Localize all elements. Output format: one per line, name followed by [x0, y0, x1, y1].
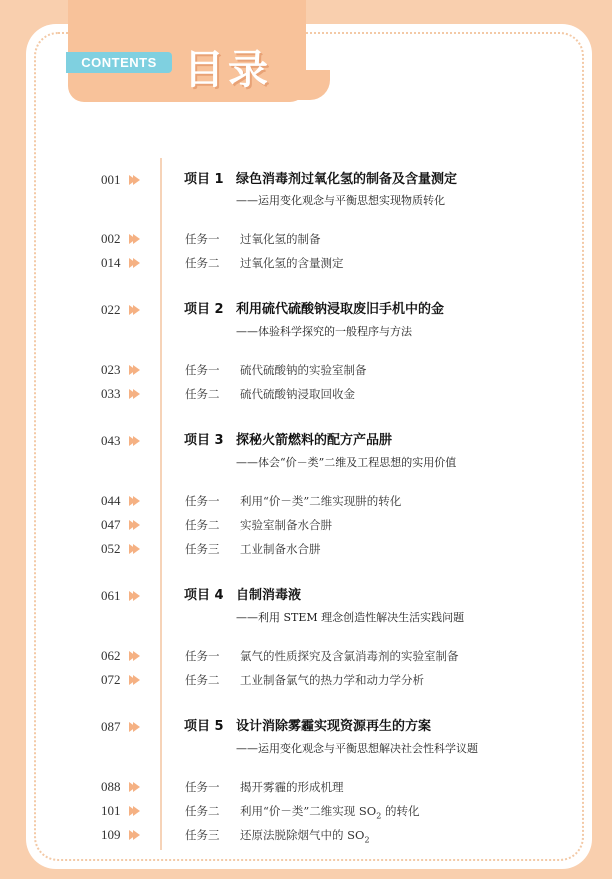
arrow-icon: [129, 520, 136, 530]
task-title: 揭开雾霾的形成机理: [240, 780, 344, 794]
task-title: 过氧化氢的含量测定: [240, 256, 344, 270]
page-number: 033: [101, 386, 121, 401]
arrow-icon: [129, 675, 136, 685]
task-title: 硫代硫酸钠的实验室制备: [240, 363, 367, 377]
page-number: 072: [101, 672, 121, 687]
task-label: 任务三: [185, 542, 220, 556]
task-title: 工业制备水合肼: [240, 542, 321, 556]
project-label: 项目 3: [184, 433, 224, 448]
project-label: 项目 5: [184, 719, 224, 734]
task-title: [240, 801, 419, 826]
arrow-icon: [129, 389, 136, 399]
project-label: 项目 4: [184, 588, 224, 603]
page-number: 001: [101, 172, 121, 187]
page-number: 014: [101, 255, 121, 270]
arrow-icon: [129, 436, 136, 446]
page-number: 043: [101, 433, 121, 448]
task-title-text: 的转化: [381, 804, 420, 818]
subscript: 2: [376, 811, 382, 821]
page-number: 044: [101, 493, 121, 508]
arrow-icon: [129, 722, 136, 732]
arrow-icon: [129, 234, 136, 244]
project-title: 绿色消毒剂过氧化氢的制备及含量测定: [236, 172, 458, 187]
project-subtitle: ——体会“价－类”二维及工程思想的实用价值: [236, 456, 457, 469]
arrow-icon: [129, 806, 136, 816]
vertical-divider: [160, 158, 162, 850]
task-label: 任务二: [185, 518, 220, 532]
task-title: 利用“价－类”二维实现肼的转化: [240, 494, 402, 508]
task-label: 任务一: [185, 780, 220, 794]
task-title: 氯气的性质探究及含氯消毒剂的实验室制备: [240, 649, 459, 663]
arrow-icon: [129, 258, 136, 268]
page-title: 目录: [184, 47, 272, 93]
task-label: 任务一: [185, 232, 220, 246]
project-subtitle: ——运用变化观念与平衡思想解决社会性科学议题: [236, 742, 478, 755]
arrow-icon: [129, 591, 136, 601]
task-label: 任务一: [185, 494, 220, 508]
project-label: 项目 1: [184, 172, 224, 187]
task-label: 任务二: [185, 256, 220, 270]
task-title: 过氧化氢的制备: [240, 232, 321, 246]
subscript: 2: [364, 835, 370, 845]
task-label: 任务二: [185, 673, 220, 687]
contents-label: CONTENTS: [66, 52, 172, 73]
project-title: 设计消除雾霾实现资源再生的方案: [236, 719, 432, 734]
page-number: 052: [101, 541, 121, 556]
page-number: 047: [101, 517, 121, 532]
page-number: 062: [101, 648, 121, 663]
arrow-icon: [129, 651, 136, 661]
task-title-text: 利用“价－类”二维实现 SO: [240, 804, 377, 818]
project-subtitle: ——运用变化观念与平衡思想实现物质转化: [236, 194, 445, 207]
task-title: 硫代硫酸钠浸取回收金: [240, 387, 355, 401]
task-label: 任务一: [185, 363, 220, 377]
arrow-icon: [129, 365, 136, 375]
arrow-icon: [129, 544, 136, 554]
arrow-icon: [129, 305, 136, 315]
task-label: 任务一: [185, 649, 220, 663]
project-subtitle: ——利用 STEM 理念创造性解决生活实践问题: [236, 611, 465, 624]
project-title: 利用硫代硫酸钠浸取废旧手机中的金: [236, 302, 445, 317]
page-number: 002: [101, 231, 121, 246]
page-number: 061: [101, 588, 121, 603]
page-number: 022: [101, 302, 121, 317]
project-subtitle: ——体验科学探究的一般程序与方法: [236, 325, 412, 338]
arrow-icon: [129, 496, 136, 506]
arrow-icon: [129, 175, 136, 185]
page-number: 101: [101, 803, 121, 818]
task-title: 工业制备氯气的热力学和动力学分析: [240, 673, 424, 687]
task-title: [240, 825, 370, 850]
task-title: 实验室制备水合肼: [240, 518, 332, 532]
page-number: 023: [101, 362, 121, 377]
task-label: 任务三: [185, 828, 220, 842]
page-number: 109: [101, 827, 121, 842]
arrow-icon: [129, 830, 136, 840]
task-label: 任务二: [185, 387, 220, 401]
project-label: 项目 2: [184, 302, 224, 317]
task-title-text: 还原法脱除烟气中的 SO: [240, 828, 365, 842]
project-title: 探秘火箭燃料的配方产品肼: [236, 433, 393, 448]
task-label: 任务二: [185, 804, 220, 818]
page-number: 088: [101, 779, 121, 794]
page-number: 087: [101, 719, 121, 734]
project-title: 自制消毒液: [236, 588, 302, 603]
arrow-icon: [129, 782, 136, 792]
